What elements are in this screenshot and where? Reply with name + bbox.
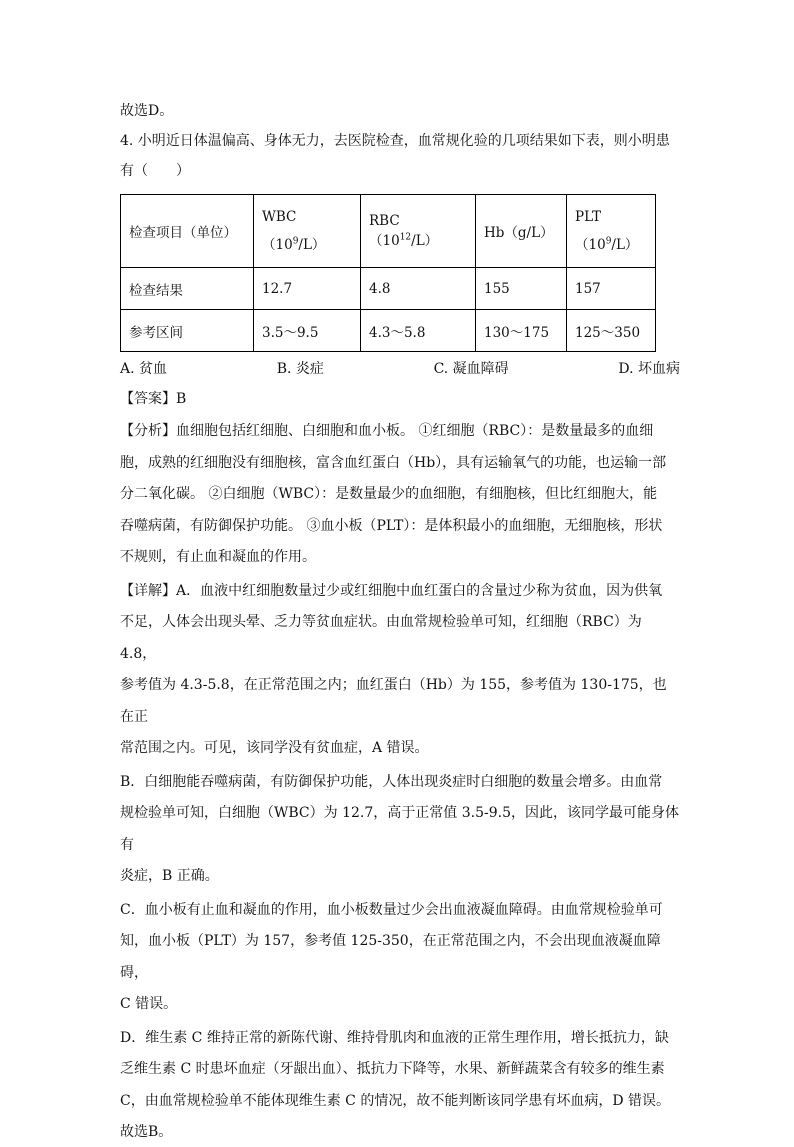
cell-wbc: 12.7 xyxy=(254,268,361,310)
analysis-line: 吞噬病菌，有防御保护功能。 ③血小板（PLT）：是体积最小的血细胞，无细胞核，形状 xyxy=(120,517,663,534)
analysis-section xyxy=(120,416,680,574)
cell-hb: 130～175 xyxy=(476,310,567,352)
final-conclusion: 故选B。 xyxy=(120,1124,173,1140)
analysis-line: 分二氧化碳。 ②白细胞（WBC）：是数量最少的血细胞，有细胞核，但比红细胞大，能 xyxy=(120,486,658,502)
detail-line: C，由血常规检验单不能体现维生素 C 的情况，故不能判断该同学患有坏血病，D 错误。 xyxy=(120,1092,670,1109)
detail-line: 乏维生素 C 时患坏血症（牙龈出血）、抵抗力下降等，水果、新鲜蔬菜含有较多的维生素 xyxy=(120,1061,665,1077)
analysis-line: 【分析】血细胞包括红细胞、白细胞和血小板。 ①红细胞（RBC）：是数量最多的血细 xyxy=(120,423,654,439)
detail-line: 炎症，B 正确。 xyxy=(120,868,219,884)
cell-wbc: 3.5～9.5 xyxy=(254,310,361,352)
cell-plt: 157 xyxy=(567,268,656,310)
detail-line: D．维生素 C 维持正常的新陈代谢、维持骨肌肉和血液的正常生理作用，增长抵抗力，缺 xyxy=(120,1029,669,1046)
detail-line: 参考值为 4.3-5.8，在正常范围之内；血红蛋白（Hb）为 155，参考值为 130-175，也在正 xyxy=(120,677,667,725)
detail-line: C 错误。 xyxy=(120,996,178,1012)
detail-line: 知，血小板（PLT）为 157，参考值 125-350，在正常范围之内，不会出现血液凝血障碍， xyxy=(120,933,661,981)
header-plt xyxy=(567,195,656,268)
header-wbc xyxy=(254,195,361,268)
table-row xyxy=(121,310,656,352)
header-hb: Hb（g/L） xyxy=(476,195,567,268)
table-row xyxy=(121,268,656,310)
analysis-line: 不规则，有止血和凝血的作用。 xyxy=(120,549,316,565)
row-label: 参考区间 xyxy=(121,310,254,352)
header-wbc-name: WBC xyxy=(262,209,297,225)
detail-line: C．血小板有止血和凝血的作用，血小板数量过少会出血液凝血障碍。由血常规检验单可 xyxy=(120,901,663,918)
detail-line: 【详解】A．血液中红细胞数量过少或红细胞中血红蛋白的含量过少称为贫血，因为供氧 xyxy=(120,582,663,599)
question-line-1: 4. 小明近日体温偏高、身体无力，去医院检查，血常规化验的几项结果如下表，则小明患 xyxy=(120,133,670,149)
option-d: D. 坏血病 xyxy=(618,361,680,377)
table-header-row xyxy=(121,195,656,268)
question-line-2: 有（ ） xyxy=(120,163,190,179)
blood-test-table xyxy=(120,194,656,352)
analysis-line: 胞，成熟的红细胞没有细胞核，富含血红蛋白（Hb），具有运输氧气的功能，也运输一部 xyxy=(120,454,667,471)
answer: 【答案】B xyxy=(120,391,187,407)
detail-line: 不足，人体会出现头晕、乏力等贫血症状。由血常规检验单可知，红细胞（RBC）为 4.8， xyxy=(120,614,642,662)
cell-hb: 155 xyxy=(476,268,567,310)
header-item: 检查项目（单位） xyxy=(121,195,254,268)
cell-rbc: 4.8 xyxy=(361,268,476,310)
detail-d-section xyxy=(120,1023,680,1118)
document-page xyxy=(120,96,680,1147)
header-wbc-unit: $(10^9/L)$ xyxy=(262,236,326,253)
header-plt-name: PLT xyxy=(575,209,601,225)
detail-line: 常范围之内。可见，该同学没有贫血症，A 错误。 xyxy=(120,740,429,756)
cell-plt: 125～350 xyxy=(567,310,656,352)
previous-conclusion: 故选D。 xyxy=(120,103,174,119)
option-a: A. 贫血 xyxy=(120,361,168,377)
detail-line: 规检验单可知，白细胞（WBC）为 12.7，高于正常值 3.5-9.5，因此，该同学最可能身体有 xyxy=(120,805,679,853)
option-c: C. 凝血障碍 xyxy=(433,361,509,377)
detail-line: B．白细胞能吞噬病菌，有防御保护功能，人体出现炎症时白细胞的数量会增多。由血常 xyxy=(120,773,663,790)
header-plt-unit: $(10^9/L)$ xyxy=(575,236,639,253)
row-label: 检查结果 xyxy=(121,268,254,310)
detail-a-section xyxy=(120,576,680,765)
cell-rbc: 4.3～5.8 xyxy=(361,310,476,352)
detail-c-section xyxy=(120,895,680,1021)
header-rbc: $RBC(10^{12}/L)$ xyxy=(361,195,476,268)
answer-options xyxy=(120,354,680,384)
detail-b-section xyxy=(120,767,680,893)
option-b: B. 炎症 xyxy=(276,361,324,377)
